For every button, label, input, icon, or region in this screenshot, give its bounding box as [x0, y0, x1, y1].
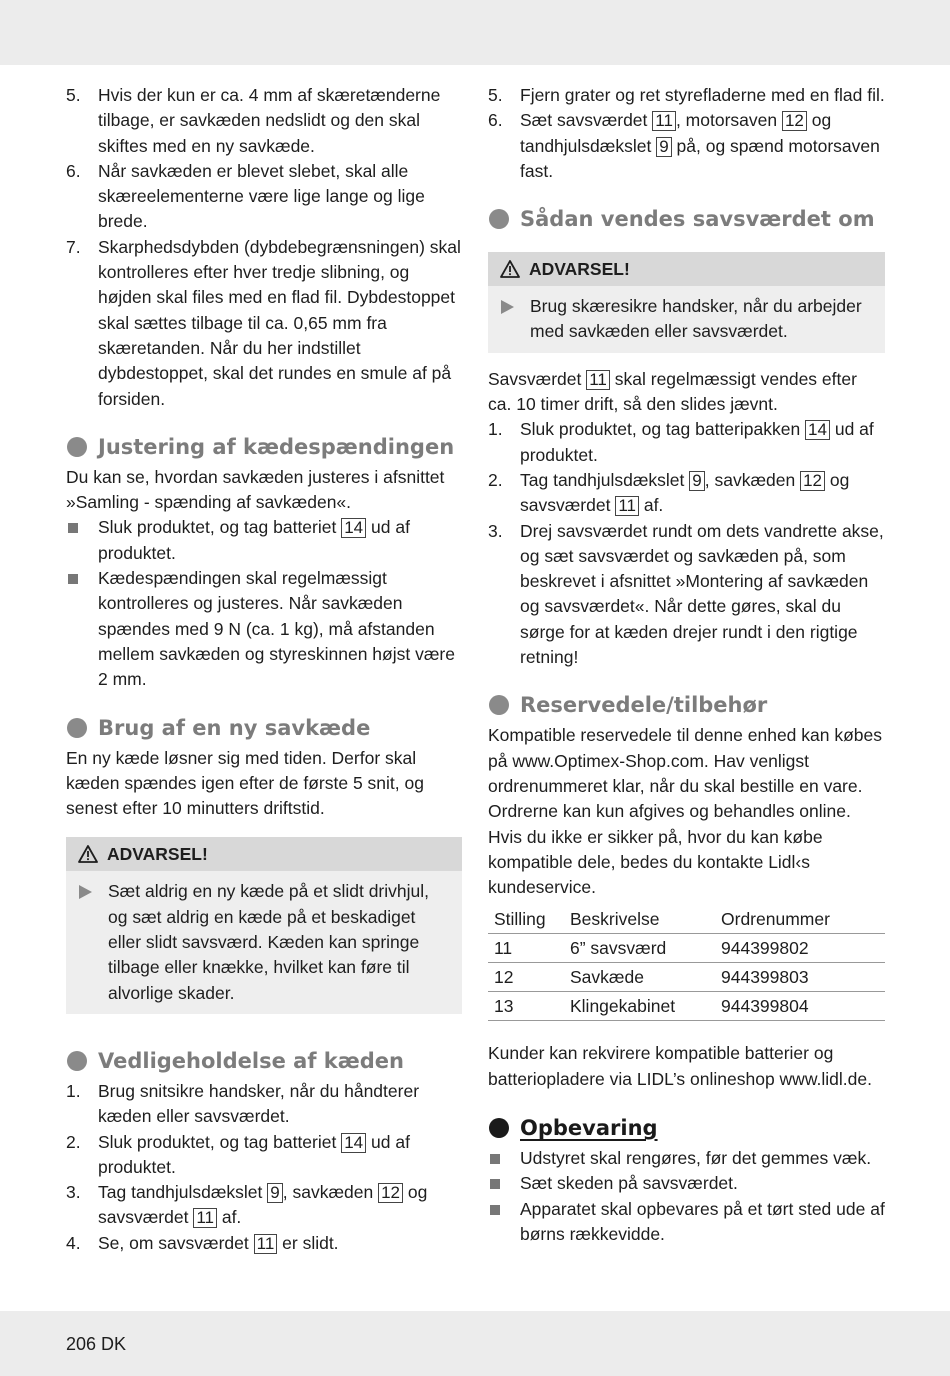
text-run: Tag tandhjulsdækslet [98, 1182, 268, 1203]
warning-text: Brug skæresikre handsker, når du arbejder med savkæden eller savsværdet. [530, 296, 862, 342]
list-item [488, 108, 885, 184]
section-heading-maintenance [66, 1047, 462, 1075]
warning-triangle-icon [78, 845, 98, 863]
top-band [0, 0, 950, 65]
table-cell: 6” savsværd [564, 934, 715, 963]
list-item [66, 159, 462, 235]
table-cell: 944399804 [715, 992, 885, 1021]
bottom-band [0, 1311, 950, 1376]
bullet-dot-icon [489, 1118, 509, 1138]
section-heading-new-chain [66, 714, 462, 742]
section-heading-storage [488, 1114, 885, 1142]
warning-header [488, 252, 885, 286]
text-run: ud af produktet. [98, 517, 410, 563]
list-item [488, 468, 885, 519]
maintenance-list [66, 1079, 462, 1256]
text-run: Savsværdet [488, 368, 587, 389]
heading-text: Vedligeholdelse af kæden [98, 1048, 404, 1073]
table-header-cell: Beskrivelse [564, 905, 715, 934]
text-run: , motorsaven [675, 110, 782, 131]
list-item [488, 1146, 885, 1171]
list-number: 5. [488, 85, 503, 105]
table-header-row [488, 905, 885, 934]
part-number-box: 12 [782, 111, 807, 131]
part-number-box: 11 [193, 1208, 217, 1228]
text-run: Tag tandhjulsdækslet [520, 469, 690, 490]
arrow-right-icon [501, 300, 514, 314]
table-header-cell: Ordrenummer [715, 905, 885, 934]
list-item [66, 1130, 462, 1181]
square-bullet-icon [68, 523, 78, 533]
text-run: ud af produktet. [98, 1131, 410, 1177]
table-header-cell: Stilling [488, 905, 564, 934]
part-number-box: 11 [254, 1234, 278, 1254]
part-number-box: 11 [652, 111, 676, 131]
table-cell: Klingekabinet [564, 992, 715, 1021]
list-item [66, 515, 462, 566]
warning-box [488, 252, 885, 353]
list-number: 6. [488, 110, 503, 131]
warning-text: Sæt aldrig en ny kæde på et slidt drivhjul, og sæt aldrig en kæde på et beskadiget eller slidt savsværd. Kæden kan springe tilbage eller knække, hvilket kan føre til alvorlige skader. [108, 881, 429, 1003]
text-run: Se, om savsværdet [98, 1232, 254, 1253]
heading-text: Opbevaring [520, 1116, 658, 1141]
text-run: Brug snitsikre handsker, når du håndterer kæden eller savsværdet. [98, 1080, 420, 1127]
list-number: 4. [66, 1232, 81, 1253]
text-run: Skarphedsdybden (dybdebegrænsningen) skal kontrolleres efter hver tredje slibning, og højden skal files med en flad fil. Dybdestoppet skal sættes tilbage til ca. 0,65 mm fra skæretanden. Når du her indstillet dybdestoppet, skal det rundes en smule af på forsiden. [98, 236, 461, 409]
warning-box [66, 837, 462, 1013]
part-number-box: 9 [267, 1183, 282, 1203]
arrow-right-icon [79, 885, 92, 899]
text-run: skal regelmæssigt vendes efter ca. 10 timer drift, så den slides jævnt. [488, 368, 857, 415]
warning-title: ADVARSEL! [529, 258, 630, 279]
warning-body [488, 286, 885, 353]
heading-text: Justering af kædespændingen [98, 434, 455, 459]
list-item [488, 417, 885, 468]
warning-triangle-icon [500, 260, 520, 278]
part-number-box: 12 [378, 1183, 403, 1203]
list-item [66, 1180, 462, 1231]
spare-parts-text: Kompatible reservedele til denne enhed kan købes på www.Optimex-Shop.com. Hav venligst ordrenummeret klar, når du skal bestille en vare. Ordrerne kan kun afgives og behandles online. Hvis du ikke er sikker på, hvor du kan købe kompatible dele, bedes du kontakte Lidl‹s kundeservice. [488, 725, 882, 898]
square-bullet-icon [490, 1154, 500, 1164]
part-number-box: 14 [341, 1133, 366, 1153]
text-run: på, og spænd motorsaven fast. [520, 135, 880, 181]
list-item-text: Udstyret skal rengøres, før det gemmes væk. [520, 1148, 872, 1169]
square-bullet-icon [68, 574, 78, 584]
text-run: Sæt savsværdet [520, 110, 653, 131]
bullet-dot-icon [489, 695, 509, 715]
list-number: 7. [66, 236, 81, 257]
right-column [488, 83, 885, 1247]
text-run: Drej savsværdet rundt om dets vandrette akse, og sæt savsværdet og savkæden på, som beskrevet i afsnittet »Montering af savkæden og savsværdet«. Når dette gøres, skal du sørge for at kæden drejer rundt i den rigtige retning! [520, 520, 884, 668]
warning-title: ADVARSEL! [107, 843, 208, 864]
list-number: 6. [66, 160, 81, 181]
sharpen-list [66, 83, 462, 412]
list-number: 1. [66, 1080, 81, 1101]
text-run: Sluk produktet, og tag batteripakken [520, 419, 806, 440]
part-number-box: 11 [586, 370, 610, 390]
square-bullet-icon [490, 1205, 500, 1215]
part-number-box: 11 [615, 496, 639, 516]
table-cell: 11 [488, 934, 564, 963]
part-number-box: 9 [656, 137, 671, 157]
list-number: 2. [488, 469, 503, 490]
turn-intro [488, 367, 885, 418]
text-run: og tandhjulsdækslet [520, 110, 832, 156]
heading-text: Brug af en ny savkæde [98, 715, 371, 740]
text-run: , savkæden [282, 1182, 379, 1203]
list-number: 3. [66, 1182, 81, 1203]
bullet-dot-icon [67, 718, 87, 738]
list-item-text: Apparatet skal opbevares på et tørt sted ude af børns rækkevidde. [520, 1198, 885, 1244]
text-run: og savsværdet [98, 1182, 428, 1228]
storage-bullets [488, 1146, 885, 1247]
left-column [66, 83, 462, 1256]
text-run: Sluk produktet, og tag batteriet [98, 517, 342, 538]
warning-body [66, 871, 462, 1013]
table-cell: 944399803 [715, 963, 885, 992]
tension-bullets [66, 515, 462, 692]
page-number: 206 DK [66, 1334, 127, 1354]
list-item [488, 1197, 885, 1248]
bullet-dot-icon [67, 437, 87, 457]
warning-header [66, 837, 462, 871]
text-run: er slidt. [277, 1232, 339, 1253]
heading-text: Reservedele/tilbehør [520, 693, 768, 718]
list-number: 3. [488, 520, 503, 541]
list-item [66, 235, 462, 412]
list-item-text: Sæt skeden på savsværdet. [520, 1173, 738, 1194]
list-number: 2. [66, 1131, 81, 1152]
list-number: 5. [66, 85, 81, 105]
bullet-dot-icon [67, 1051, 87, 1071]
table-row [488, 963, 885, 992]
list-item [488, 83, 885, 108]
table-cell: Savkæde [564, 963, 715, 992]
list-item [488, 1171, 885, 1196]
section-heading-spare-parts [488, 691, 885, 719]
text-run: af. [638, 495, 664, 516]
table-cell: 12 [488, 963, 564, 992]
section-heading-tension [66, 433, 462, 461]
maintenance-list-continued [488, 83, 885, 184]
part-number-box: 14 [805, 420, 830, 440]
part-number-box: 9 [689, 471, 704, 491]
list-item [66, 83, 462, 159]
tension-intro: Du kan se, hvordan savkæden justeres i afsnittet »Samling - spænding af savkæden«. [66, 466, 445, 513]
part-number-box: 12 [800, 471, 825, 491]
list-number: 1. [488, 419, 503, 440]
turn-list [488, 417, 885, 670]
section-heading-turn-bar [488, 205, 885, 233]
table-row [488, 992, 885, 1021]
text-run: Fjern grater og ret styrefladerne med en flad fil. [520, 85, 885, 105]
text-run: og savsværdet [520, 469, 850, 516]
list-item [66, 1231, 462, 1256]
text-run: Hvis der kun er ca. 4 mm af skæretænderne tilbage, er savkæden nedslidt og den skal skiftes med en ny savkæde. [98, 85, 441, 156]
square-bullet-icon [490, 1179, 500, 1189]
text-run: , savkæden [704, 469, 801, 490]
text-run: af. [216, 1207, 242, 1228]
heading-text: Sådan vendes savsværdet om [520, 207, 875, 232]
spare-parts-table [488, 905, 885, 1021]
list-item [488, 519, 885, 671]
table-row [488, 934, 885, 963]
battery-text: Kunder kan rekvirere kompatible batterier og batteriopladere via LIDL’s onlineshop www.lidl.de. [488, 1043, 872, 1089]
list-item [66, 566, 462, 692]
table-cell: 13 [488, 992, 564, 1021]
list-item [66, 1079, 462, 1130]
text-run: Kædespændingen skal regelmæssigt kontrolleres og justeres. Når savkæden spændes med 9 N (ca. 1 kg), må afstanden mellem savkæden og styreskinnen højst være 2 mm. [98, 568, 455, 690]
bullet-dot-icon [489, 209, 509, 229]
text-run: Når savkæden er blevet slebet, skal alle skæreelementerne være lige lange og lige brede. [98, 160, 425, 232]
new-chain-text: En ny kæde løsner sig med tiden. Derfor skal kæden spændes igen efter de første 5 snit, og senest efter 10 minutters driftstid. [66, 747, 424, 819]
part-number-box: 14 [341, 518, 366, 538]
text-run: ud af produktet. [520, 419, 874, 465]
text-run: Sluk produktet, og tag batteriet [98, 1131, 342, 1152]
table-cell: 944399802 [715, 934, 885, 963]
